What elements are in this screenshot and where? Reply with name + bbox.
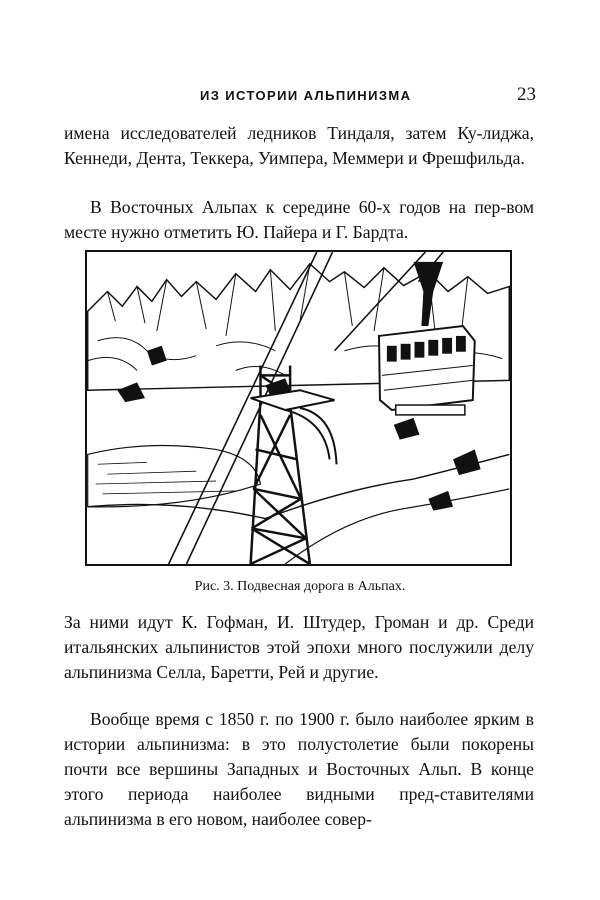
running-title: ИЗ ИСТОРИИ АЛЬПИНИЗМА	[200, 88, 412, 103]
page-number: 23	[517, 84, 536, 105]
cable-car-drawing	[87, 252, 510, 564]
figure-caption: Рис. 3. Подвесная дорога в Альпах.	[194, 579, 406, 594]
running-header	[60, 86, 536, 110]
paragraph-4: Вообще время с 1850 г. по 1900 г. было наиболее ярким в истории альпинизма: в это полустолетие были покорены почти все вершины Западных и Восточных Альп. В конце этого периода наиболее видными пред-ставителями альпинизма в его новом, наиболее совер-	[64, 709, 534, 829]
paragraph-1: имена исследователей ледников Тиндаля, затем Ку-лиджа, Кеннеди, Дента, Теккера, Уимпера, Меммери и Фрешфильда.	[64, 123, 534, 168]
cable-car-illustration	[85, 250, 512, 566]
paragraph-3: За ними идут К. Гофман, И. Штудер, Громан и др. Среди итальянских альпинистов этой эпохи много послужили делу альпинизма Селла, Баретти, Рей и другие.	[64, 612, 534, 682]
paragraph-2: В Восточных Альпах к середине 60-х годов на пер-вом месте нужно отметить Ю. Пайера и Г. Бардта.	[64, 197, 534, 242]
